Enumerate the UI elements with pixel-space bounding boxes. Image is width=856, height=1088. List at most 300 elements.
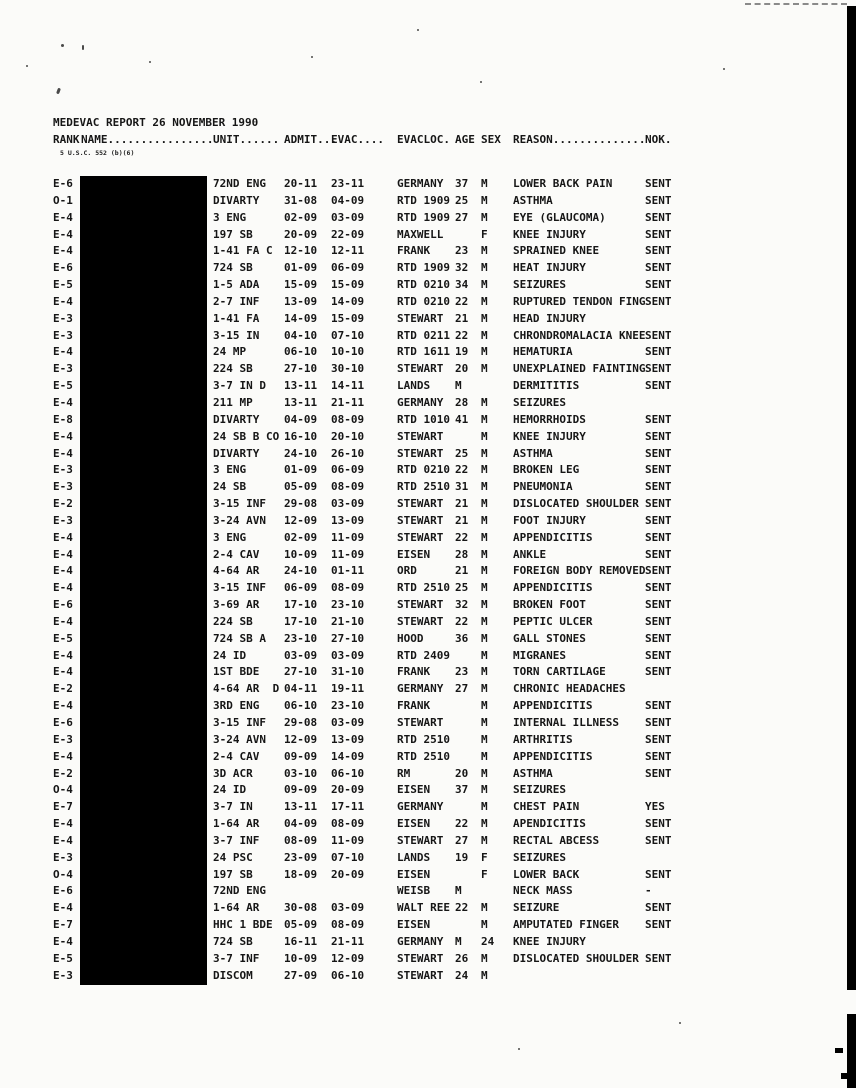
- cell-rank: E-3: [53, 328, 73, 342]
- scan-blob: [841, 1073, 847, 1079]
- cell-age: 27: [455, 833, 469, 847]
- redacted-name: [80, 176, 207, 193]
- cell-evac: 11-09: [331, 530, 365, 544]
- cell-sex: M: [481, 513, 488, 527]
- cell-nok: SENT: [645, 446, 672, 460]
- scan-edge-bar: [847, 1014, 856, 1088]
- cell-sex: M: [481, 614, 488, 628]
- table-row: [0, 867, 856, 884]
- cell-sex: M: [481, 446, 488, 460]
- cell-nok: SENT: [645, 294, 672, 308]
- cell-evac: 03-09: [331, 210, 365, 224]
- cell-unit: 24 PSC: [213, 850, 253, 864]
- cell-unit: 3RD ENG: [213, 699, 260, 713]
- cell-admit: 16-11: [284, 934, 318, 948]
- cell-nok: SENT: [645, 817, 672, 831]
- cell-rank: E-5: [53, 278, 73, 292]
- cell-nok: SENT: [645, 581, 672, 595]
- cell-evac: 03-09: [331, 648, 365, 662]
- cell-reason: PNEUMONIA: [513, 480, 573, 494]
- table-row: [0, 749, 856, 766]
- cell-evacloc: RTD 1909: [397, 193, 450, 207]
- redacted-name: [80, 883, 207, 900]
- cell-evacloc: STEWART: [397, 446, 444, 460]
- cell-sex: M: [481, 193, 488, 207]
- cell-sex: M: [481, 244, 488, 258]
- cell-nok: SENT: [645, 379, 672, 393]
- redacted-name: [80, 563, 207, 580]
- cell-evac: 08-09: [331, 412, 365, 426]
- cell-age: 22: [455, 463, 469, 477]
- cell-sex: M: [481, 328, 488, 342]
- table-row: [0, 681, 856, 698]
- cell-evac: 06-10: [331, 766, 365, 780]
- table-row: [0, 799, 856, 816]
- cell-rank: E-5: [53, 951, 73, 965]
- cell-sex: M: [481, 716, 488, 729]
- cell-admit: 03-09: [284, 648, 318, 662]
- cell-age: 20: [455, 766, 469, 780]
- cell-sex: M: [481, 395, 488, 409]
- cell-rank: E-6: [53, 598, 73, 612]
- cell-sex: M: [481, 480, 488, 494]
- table-row: [0, 210, 856, 227]
- redacted-name: [80, 766, 207, 783]
- cell-evacloc: RTD 2510: [397, 749, 450, 763]
- scan-speck: [518, 1048, 520, 1050]
- redacted-name: [80, 344, 207, 361]
- cell-evacloc: RTD 2510: [397, 480, 450, 494]
- cell-unit: 3 ENG: [213, 530, 247, 544]
- table-row: [0, 227, 856, 244]
- cell-admit: 04-09: [284, 412, 318, 426]
- cell-sex: F: [481, 227, 488, 241]
- cell-reason: APPENDICITIS: [513, 530, 593, 544]
- cell-reason: PEPTIC ULCER: [513, 614, 593, 628]
- table-row: [0, 833, 856, 850]
- cell-unit: 4-64 AR: [213, 564, 260, 578]
- cell-sex: M: [481, 261, 488, 275]
- cell-admit: 20-11: [284, 177, 318, 190]
- column-header-nok: NOK.: [645, 133, 672, 146]
- cell-evac: 08-09: [331, 817, 365, 831]
- scan-speck: [61, 44, 64, 47]
- cell-reason: BROKEN LEG: [513, 463, 580, 477]
- cell-unit: 1-41 FA: [213, 311, 260, 325]
- cell-unit: 3-7 INF: [213, 951, 260, 965]
- cell-rank: E-2: [53, 497, 73, 511]
- cell-evacloc: STEWART: [397, 513, 444, 527]
- table-row: [0, 614, 856, 631]
- cell-evac: 21-11: [331, 395, 365, 409]
- page-title: MEDEVAC REPORT 26 NOVEMBER 1990: [53, 116, 259, 129]
- cell-sex: M: [481, 412, 488, 426]
- cell-evacloc: STEWART: [397, 968, 444, 982]
- cell-rank: E-4: [53, 227, 73, 241]
- cell-reason: LOWER BACK PAIN: [513, 177, 613, 190]
- cell-nok: SENT: [645, 210, 672, 224]
- cell-unit: 2-7 INF: [213, 294, 260, 308]
- cell-age: 34: [455, 278, 469, 292]
- cell-evac: 15-09: [331, 278, 365, 292]
- cell-evac: 01-11: [331, 564, 365, 578]
- cell-nok: SENT: [645, 867, 672, 881]
- cell-age: 22: [455, 328, 469, 342]
- cell-sex: M: [481, 497, 488, 511]
- cell-sex: M: [481, 362, 488, 376]
- redacted-name: [80, 210, 207, 227]
- redacted-name: [80, 968, 207, 985]
- cell-reason: NECK MASS: [513, 884, 573, 898]
- table-row: [0, 311, 856, 328]
- cell-sex: F: [481, 850, 488, 864]
- cell-nok: SENT: [645, 631, 672, 645]
- cell-unit: 3-7 IN: [213, 800, 253, 814]
- cell-evac: 07-10: [331, 850, 365, 864]
- cell-rank: E-3: [53, 463, 73, 477]
- table-row: [0, 243, 856, 260]
- cell-evacloc: STEWART: [397, 362, 444, 376]
- cell-reason: SPRAINED KNEE: [513, 244, 600, 258]
- table-row: [0, 530, 856, 547]
- cell-admit: 12-09: [284, 513, 318, 527]
- cell-nok: SENT: [645, 429, 672, 443]
- cell-reason: CHEST PAIN: [513, 800, 580, 814]
- cell-rank: E-4: [53, 648, 73, 662]
- redacted-name: [80, 395, 207, 412]
- cell-rank: E-4: [53, 345, 73, 359]
- cell-age: 37: [455, 783, 469, 797]
- cell-admit: 08-09: [284, 833, 318, 847]
- cell-sex: M: [481, 564, 488, 578]
- cell-rank: E-4: [53, 833, 73, 847]
- cell-nok: SENT: [645, 918, 672, 932]
- cell-admit: 05-09: [284, 918, 318, 932]
- cell-sex: M: [481, 968, 488, 982]
- cell-nok: SENT: [645, 699, 672, 713]
- cell-unit: 724 SB: [213, 934, 253, 948]
- cell-evacloc: STEWART: [397, 429, 444, 443]
- cell-evac: 12-09: [331, 951, 365, 965]
- cell-reason: KNEE INJURY: [513, 934, 586, 948]
- cell-sex: M: [481, 817, 488, 831]
- cell-rank: E-4: [53, 564, 73, 578]
- cell-age: 27: [455, 210, 469, 224]
- cell-admit: 12-10: [284, 244, 318, 258]
- cell-admit: 17-10: [284, 614, 318, 628]
- redacted-name: [80, 614, 207, 631]
- redacted-name: [80, 833, 207, 850]
- cell-unit: 3-15 IN: [213, 328, 260, 342]
- cell-rank: E-4: [53, 581, 73, 595]
- redacted-name: [80, 749, 207, 766]
- cell-evac: 03-09: [331, 716, 365, 729]
- table-row: [0, 698, 856, 715]
- cell-rank: E-4: [53, 817, 73, 831]
- cell-rank: E-2: [53, 766, 73, 780]
- cell-reason: EYE (GLAUCOMA): [513, 210, 606, 224]
- cell-evac: 03-09: [331, 901, 365, 915]
- cell-admit: 17-10: [284, 598, 318, 612]
- cell-rank: E-4: [53, 665, 73, 679]
- cell-admit: 14-09: [284, 311, 318, 325]
- column-header-age: AGE: [455, 133, 475, 146]
- cell-sex: M: [481, 918, 488, 932]
- cell-evac: 31-10: [331, 665, 365, 679]
- cell-nok: YES: [645, 800, 665, 814]
- cell-nok: SENT: [645, 951, 672, 965]
- cell-reason: SEIZURES: [513, 783, 566, 797]
- cell-reason: APPENDICITIS: [513, 699, 593, 713]
- cell-age: 22: [455, 817, 469, 831]
- table-row: [0, 513, 856, 530]
- cell-sex: M: [481, 581, 488, 595]
- cell-reason: DERMITITIS: [513, 379, 580, 393]
- cell-age: 37: [455, 177, 469, 190]
- column-header-rank: RANK: [53, 133, 80, 146]
- cell-reason: RUPTURED TENDON FING: [513, 294, 646, 308]
- redacted-name: [80, 648, 207, 665]
- cell-reason: ASTHMA: [513, 446, 553, 460]
- cell-admit: 27-09: [284, 968, 318, 982]
- cell-admit: 18-09: [284, 867, 318, 881]
- scan-speck: [417, 29, 419, 31]
- scan-dash-artifact: [745, 3, 847, 5]
- cell-evac: 13-09: [331, 732, 365, 746]
- column-header-admit: ADMIT...: [284, 133, 337, 146]
- table-row: [0, 395, 856, 412]
- redacted-name: [80, 715, 207, 732]
- cell-nok: SENT: [645, 564, 672, 578]
- cell-evacloc: STEWART: [397, 530, 444, 544]
- cell-admit: 29-08: [284, 716, 318, 729]
- cell-rank: O-4: [53, 783, 73, 797]
- cell-nok: SENT: [645, 261, 672, 275]
- cell-admit: 05-09: [284, 480, 318, 494]
- cell-evac: 17-11: [331, 800, 365, 814]
- cell-unit: 72ND ENG: [213, 177, 266, 190]
- cell-admit: 09-09: [284, 749, 318, 763]
- column-header-evac: EVAC....: [331, 133, 384, 146]
- cell-admit: 23-09: [284, 850, 318, 864]
- cell-sex: M: [481, 530, 488, 544]
- cell-unit: 2-4 CAV: [213, 749, 260, 763]
- cell-evac: 22-09: [331, 227, 365, 241]
- cell-nok: SENT: [645, 766, 672, 780]
- redacted-name: [80, 513, 207, 530]
- cell-rank: E-3: [53, 311, 73, 325]
- cell-nok: SENT: [645, 749, 672, 763]
- cell-reason: TORN CARTILAGE: [513, 665, 606, 679]
- cell-admit: 10-09: [284, 547, 318, 561]
- table-row: [0, 580, 856, 597]
- table-row: [0, 176, 856, 193]
- table-row: [0, 951, 856, 968]
- cell-reason: KNEE INJURY: [513, 227, 586, 241]
- table-row: [0, 429, 856, 446]
- cell-evac: 19-11: [331, 682, 365, 696]
- scan-blob: [835, 1048, 843, 1053]
- cell-evacloc: RTD 2510: [397, 732, 450, 746]
- cell-admit: 01-09: [284, 261, 318, 275]
- cell-evac: 23-10: [331, 598, 365, 612]
- cell-unit: HHC 1 BDE: [213, 918, 273, 932]
- cell-evacloc: GERMANY: [397, 800, 444, 814]
- cell-unit: 24 ID: [213, 648, 247, 662]
- cell-rank: O-1: [53, 193, 73, 207]
- cell-evacloc: GERMANY: [397, 682, 444, 696]
- cell-sex: M: [481, 699, 488, 713]
- redaction-statute-note: 5 U.S.C. 552 (b)(6): [60, 149, 135, 157]
- cell-age: 22: [455, 614, 469, 628]
- cell-unit: 1-64 AR: [213, 817, 260, 831]
- cell-evacloc: RTD 1611: [397, 345, 450, 359]
- cell-reason: AMPUTATED FINGER: [513, 918, 619, 932]
- cell-evac: 27-10: [331, 631, 365, 645]
- scan-speck: [56, 88, 61, 95]
- cell-reason: ANKLE: [513, 547, 547, 561]
- cell-age: 27: [455, 682, 469, 696]
- redacted-name: [80, 193, 207, 210]
- table-row: [0, 782, 856, 799]
- cell-age: 19: [455, 345, 469, 359]
- cell-admit: 06-10: [284, 699, 318, 713]
- cell-evac: 13-09: [331, 513, 365, 527]
- table-row: [0, 732, 856, 749]
- cell-evac: 21-10: [331, 614, 365, 628]
- cell-nok: SENT: [645, 513, 672, 527]
- column-header-reason: REASON..............: [513, 133, 646, 146]
- cell-nok: SENT: [645, 833, 672, 847]
- cell-sex: F: [481, 867, 488, 881]
- table-row: [0, 328, 856, 345]
- cell-evac: 08-09: [331, 918, 365, 932]
- cell-evac: 06-10: [331, 968, 365, 982]
- cell-age: 21: [455, 311, 469, 325]
- column-header-evacloc: EVACLOC.: [397, 133, 450, 146]
- cell-evacloc: LANDS: [397, 850, 431, 864]
- cell-sex: 24: [481, 934, 495, 948]
- cell-rank: E-5: [53, 631, 73, 645]
- cell-reason: HEAT INJURY: [513, 261, 586, 275]
- cell-nok: SENT: [645, 648, 672, 662]
- scan-speck: [723, 68, 725, 70]
- cell-evacloc: RTD 1010: [397, 412, 450, 426]
- cell-sex: M: [481, 429, 488, 443]
- cell-evac: 23-10: [331, 699, 365, 713]
- scan-speck: [311, 56, 313, 58]
- table-row: [0, 631, 856, 648]
- cell-sex: M: [481, 278, 488, 292]
- cell-rank: E-2: [53, 682, 73, 696]
- cell-age: M: [455, 379, 462, 393]
- cell-unit: 1-5 ADA: [213, 278, 260, 292]
- cell-age: 22: [455, 901, 469, 915]
- cell-unit: 3-7 IN D: [213, 379, 266, 393]
- cell-admit: 04-11: [284, 682, 318, 696]
- cell-evac: 12-11: [331, 244, 365, 258]
- cell-unit: 3-15 INF: [213, 497, 266, 511]
- cell-reason: HEAD INJURY: [513, 311, 586, 325]
- cell-rank: E-4: [53, 446, 73, 460]
- cell-reason: HEMATURIA: [513, 345, 573, 359]
- cell-reason: KNEE INJURY: [513, 429, 586, 443]
- redacted-name: [80, 681, 207, 698]
- cell-admit: 29-08: [284, 497, 318, 511]
- cell-evac: 11-09: [331, 547, 365, 561]
- cell-reason: APPENDICITIS: [513, 749, 593, 763]
- cell-rank: E-6: [53, 716, 73, 729]
- cell-reason: CHRONIC HEADACHES: [513, 682, 626, 696]
- cell-reason: DISLOCATED SHOULDER: [513, 951, 639, 965]
- redacted-name: [80, 597, 207, 614]
- cell-rank: E-3: [53, 850, 73, 864]
- cell-evac: 11-09: [331, 833, 365, 847]
- cell-nok: SENT: [645, 614, 672, 628]
- cell-evacloc: EISEN: [397, 918, 431, 932]
- cell-evacloc: FRANK: [397, 665, 431, 679]
- cell-unit: 3 ENG: [213, 463, 247, 477]
- cell-evacloc: EISEN: [397, 817, 431, 831]
- table-row: [0, 479, 856, 496]
- redacted-name: [80, 378, 207, 395]
- cell-nok: SENT: [645, 480, 672, 494]
- table-row: [0, 968, 856, 985]
- cell-rank: E-4: [53, 901, 73, 915]
- cell-nok: SENT: [645, 716, 672, 729]
- cell-unit: DIVARTY: [213, 446, 260, 460]
- cell-unit: 3-69 AR: [213, 598, 260, 612]
- cell-nok: SENT: [645, 463, 672, 477]
- cell-evac: 15-09: [331, 311, 365, 325]
- cell-rank: E-3: [53, 513, 73, 527]
- cell-rank: E-6: [53, 261, 73, 275]
- table-row: [0, 547, 856, 564]
- cell-age: 36: [455, 631, 469, 645]
- cell-reason: SEIZURES: [513, 395, 566, 409]
- cell-unit: 224 SB: [213, 362, 253, 376]
- cell-sex: M: [481, 294, 488, 308]
- cell-evacloc: STEWART: [397, 951, 444, 965]
- table-row: [0, 597, 856, 614]
- redacted-name: [80, 328, 207, 345]
- table-row: [0, 277, 856, 294]
- table-row: [0, 664, 856, 681]
- cell-admit: 13-09: [284, 294, 318, 308]
- redacted-name: [80, 867, 207, 884]
- cell-rank: E-4: [53, 749, 73, 763]
- cell-unit: 1ST BDE: [213, 665, 260, 679]
- redacted-name: [80, 580, 207, 597]
- cell-age: 32: [455, 261, 469, 275]
- cell-age: 31: [455, 480, 469, 494]
- cell-nok: SENT: [645, 901, 672, 915]
- cell-admit: 13-11: [284, 395, 318, 409]
- cell-rank: E-4: [53, 547, 73, 561]
- redacted-name: [80, 732, 207, 749]
- cell-age: 41: [455, 412, 469, 426]
- cell-sex: M: [481, 631, 488, 645]
- table-row: [0, 260, 856, 277]
- cell-unit: 24 SB B CO: [213, 429, 280, 443]
- cell-age: 28: [455, 547, 469, 561]
- cell-age: 21: [455, 497, 469, 511]
- cell-rank: E-4: [53, 530, 73, 544]
- column-header-unit: UNIT......: [213, 133, 280, 146]
- cell-age: 20: [455, 362, 469, 376]
- redacted-name: [80, 782, 207, 799]
- cell-sex: M: [481, 345, 488, 359]
